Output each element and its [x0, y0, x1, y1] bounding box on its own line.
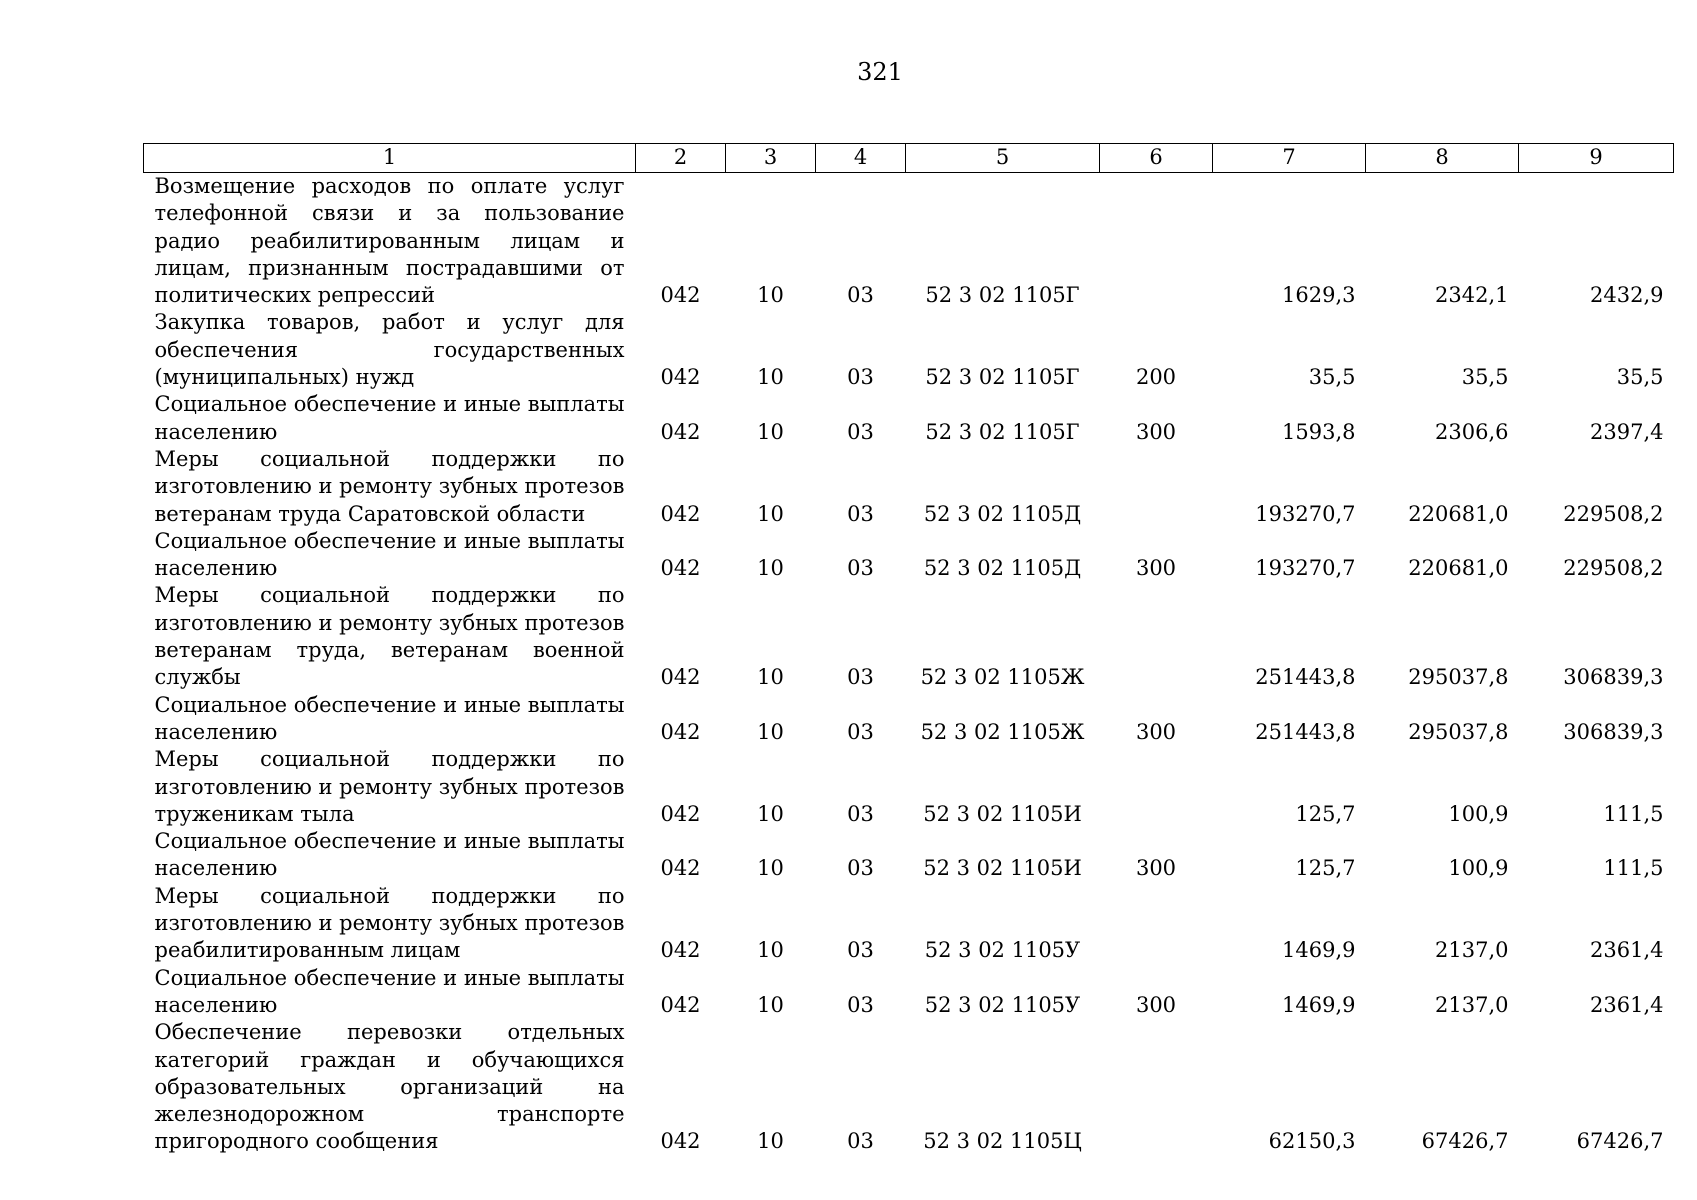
row-amount-col8: 2342,1: [1435, 283, 1509, 308]
row-code-subsection: 03: [847, 801, 874, 826]
row-amount-col9: 306839,3: [1563, 719, 1664, 744]
table-row: [144, 309, 1674, 391]
row-code-expense-type: 300: [1135, 419, 1177, 444]
table-row: [144, 883, 1674, 965]
table-row: [144, 391, 1674, 446]
row-description: Социальное обеспечение и иные выплаты населению: [154, 829, 625, 881]
row-code-target: 52 3 02 1105Г: [925, 365, 1080, 390]
row-amount-col8: 220681,0: [1408, 556, 1509, 581]
row-amount-col7: 125,7: [1295, 856, 1356, 881]
row-code-target: 52 3 02 1105Ц: [923, 1129, 1082, 1154]
table-body: [144, 173, 1674, 1156]
row-code-target: 52 3 02 1105И: [923, 801, 1082, 826]
row-code-section: 10: [757, 419, 784, 444]
row-amount-col8: 220681,0: [1408, 501, 1509, 526]
row-amount-col7: 35,5: [1308, 365, 1356, 390]
row-code-section: 10: [757, 801, 784, 826]
row-code-target: 52 3 02 1105Ж: [920, 719, 1085, 744]
row-code-subsection: 03: [847, 665, 874, 690]
row-code-section: 10: [757, 556, 784, 581]
row-amount-col9: 35,5: [1616, 365, 1664, 390]
row-code-ministry: 042: [660, 992, 701, 1017]
header-col-8: 8: [1366, 144, 1519, 173]
row-code-ministry: 042: [660, 501, 701, 526]
table-row: [144, 965, 1674, 1020]
row-code-ministry: 042: [660, 801, 701, 826]
row-code-expense-type: 200: [1135, 365, 1177, 390]
row-description: Социальное обеспечение и иные выплаты населению: [154, 692, 625, 744]
table-row: [144, 582, 1674, 691]
row-amount-col7: 125,7: [1295, 801, 1356, 826]
header-col-1: 1: [144, 144, 636, 173]
row-code-section: 10: [757, 992, 784, 1017]
row-amount-col9: 67426,7: [1576, 1129, 1664, 1154]
header-col-2: 2: [636, 144, 726, 173]
row-amount-col8: 100,9: [1448, 856, 1509, 881]
row-code-ministry: 042: [660, 419, 701, 444]
row-code-target: 52 3 02 1105И: [923, 856, 1082, 881]
row-code-section: 10: [757, 283, 784, 308]
row-code-target: 52 3 02 1105Ж: [920, 665, 1085, 690]
row-code-subsection: 03: [847, 556, 874, 581]
row-description: Меры социальной поддержки по изготовлению и ремонту зубных протезов ветеранам труда, ветеранам военной службы: [154, 583, 625, 690]
header-col-4: 4: [816, 144, 906, 173]
table-row: [144, 528, 1674, 583]
row-amount-col8: 35,5: [1461, 365, 1509, 390]
row-description: Обеспечение перевозки отдельных категорий граждан и обучающихся образовательных организаций на железнодорожном транспорте пригородного сообщения: [154, 1020, 625, 1154]
row-amount-col7: 193270,7: [1255, 556, 1356, 581]
header-col-6: 6: [1100, 144, 1213, 173]
row-amount-col8: 295037,8: [1408, 719, 1509, 744]
row-amount-col8: 100,9: [1448, 801, 1509, 826]
row-amount-col9: 2361,4: [1590, 992, 1664, 1017]
row-description: Меры социальной поддержки по изготовлению и ремонту зубных протезов реабилитированным лицам: [154, 883, 625, 963]
row-amount-col9: 111,5: [1603, 856, 1664, 881]
row-code-section: 10: [757, 719, 784, 744]
row-code-target: 52 3 02 1105Д: [923, 501, 1082, 526]
row-code-expense-type: [1100, 582, 1213, 691]
page-number: 321: [857, 58, 903, 86]
row-code-subsection: 03: [847, 365, 874, 390]
row-code-ministry: 042: [660, 719, 701, 744]
row-code-ministry: 042: [660, 283, 701, 308]
row-code-expense-type: 300: [1135, 719, 1177, 744]
row-code-ministry: 042: [660, 856, 701, 881]
row-code-expense-type: [1100, 173, 1213, 310]
row-amount-col9: 2432,9: [1590, 283, 1664, 308]
row-code-section: 10: [757, 1129, 784, 1154]
row-amount-col9: 306839,3: [1563, 665, 1664, 690]
row-code-ministry: 042: [660, 665, 701, 690]
row-code-subsection: 03: [847, 1129, 874, 1154]
row-code-expense-type: 300: [1135, 856, 1177, 881]
row-code-section: 10: [757, 501, 784, 526]
row-code-target: 52 3 02 1105У: [924, 992, 1081, 1017]
table-row: [144, 173, 1674, 310]
row-amount-col7: 62150,3: [1268, 1129, 1356, 1154]
row-code-section: 10: [757, 365, 784, 390]
table-row: [144, 446, 1674, 528]
row-code-subsection: 03: [847, 719, 874, 744]
row-code-section: 10: [757, 856, 784, 881]
row-amount-col8: 2137,0: [1435, 992, 1509, 1017]
row-code-target: 52 3 02 1105Г: [925, 283, 1080, 308]
row-amount-col8: 2306,6: [1435, 419, 1509, 444]
row-amount-col9: 229508,2: [1563, 501, 1664, 526]
row-description: Социальное обеспечение и иные выплаты населению: [154, 965, 625, 1017]
row-description: Закупка товаров, работ и услуг для обеспечения государственных (муниципальных) нужд: [154, 310, 625, 390]
row-code-subsection: 03: [847, 938, 874, 963]
row-amount-col8: 2137,0: [1435, 938, 1509, 963]
row-code-expense-type: [1100, 446, 1213, 528]
row-code-subsection: 03: [847, 992, 874, 1017]
row-code-expense-type: [1100, 883, 1213, 965]
row-amount-col8: 67426,7: [1421, 1129, 1509, 1154]
row-code-ministry: 042: [660, 1129, 701, 1154]
header-col-9: 9: [1519, 144, 1674, 173]
row-amount-col7: 1469,9: [1282, 992, 1356, 1017]
table-row: [144, 692, 1674, 747]
row-code-subsection: 03: [847, 283, 874, 308]
row-amount-col7: 1593,8: [1282, 419, 1356, 444]
header-row: [144, 144, 1674, 173]
row-code-ministry: 042: [660, 365, 701, 390]
row-code-target: 52 3 02 1105Д: [923, 556, 1082, 581]
row-code-expense-type: 300: [1135, 992, 1177, 1017]
row-description: Меры социальной поддержки по изготовлению и ремонту зубных протезов труженикам тыла: [154, 747, 625, 826]
row-amount-col9: 111,5: [1603, 801, 1664, 826]
table-row: [144, 746, 1674, 828]
header-col-3: 3: [726, 144, 816, 173]
row-description: Возмещение расходов по оплате услуг телефонной связи и за пользование радио реабилитированным лицам и лицам, признанным пострадавшими от политических репрессий: [154, 174, 625, 308]
row-amount-col7: 251443,8: [1255, 665, 1356, 690]
row-code-section: 10: [757, 938, 784, 963]
row-code-expense-type: [1100, 1019, 1213, 1155]
header-col-7: 7: [1213, 144, 1366, 173]
row-code-expense-type: 300: [1135, 556, 1177, 581]
row-code-section: 10: [757, 665, 784, 690]
row-amount-col9: 229508,2: [1563, 556, 1664, 581]
table-header: [144, 144, 1674, 173]
row-code-subsection: 03: [847, 856, 874, 881]
row-amount-col7: 193270,7: [1255, 501, 1356, 526]
row-amount-col8: 295037,8: [1408, 665, 1509, 690]
row-description: Социальное обеспечение и иные выплаты населению: [154, 392, 625, 444]
row-amount-col7: 251443,8: [1255, 719, 1356, 744]
row-code-expense-type: [1100, 746, 1213, 828]
row-code-ministry: 042: [660, 556, 701, 581]
row-code-subsection: 03: [847, 419, 874, 444]
row-amount-col9: 2397,4: [1590, 419, 1664, 444]
row-amount-col7: 1629,3: [1282, 283, 1356, 308]
row-description: Социальное обеспечение и иные выплаты населению: [154, 528, 625, 581]
table-row: [144, 828, 1674, 883]
row-code-target: 52 3 02 1105Г: [925, 419, 1080, 444]
row-amount-col7: 1469,9: [1282, 938, 1356, 963]
header-col-5: 5: [906, 144, 1100, 173]
budget-table: [143, 143, 1674, 1156]
row-code-subsection: 03: [847, 501, 874, 526]
row-description: Меры социальной поддержки по изготовлению и ремонту зубных протезов ветеранам труда Саратовской области: [154, 446, 625, 526]
row-code-ministry: 042: [660, 938, 701, 963]
row-amount-col9: 2361,4: [1590, 938, 1664, 963]
row-code-target: 52 3 02 1105У: [924, 938, 1081, 963]
table-row: [144, 1019, 1674, 1155]
